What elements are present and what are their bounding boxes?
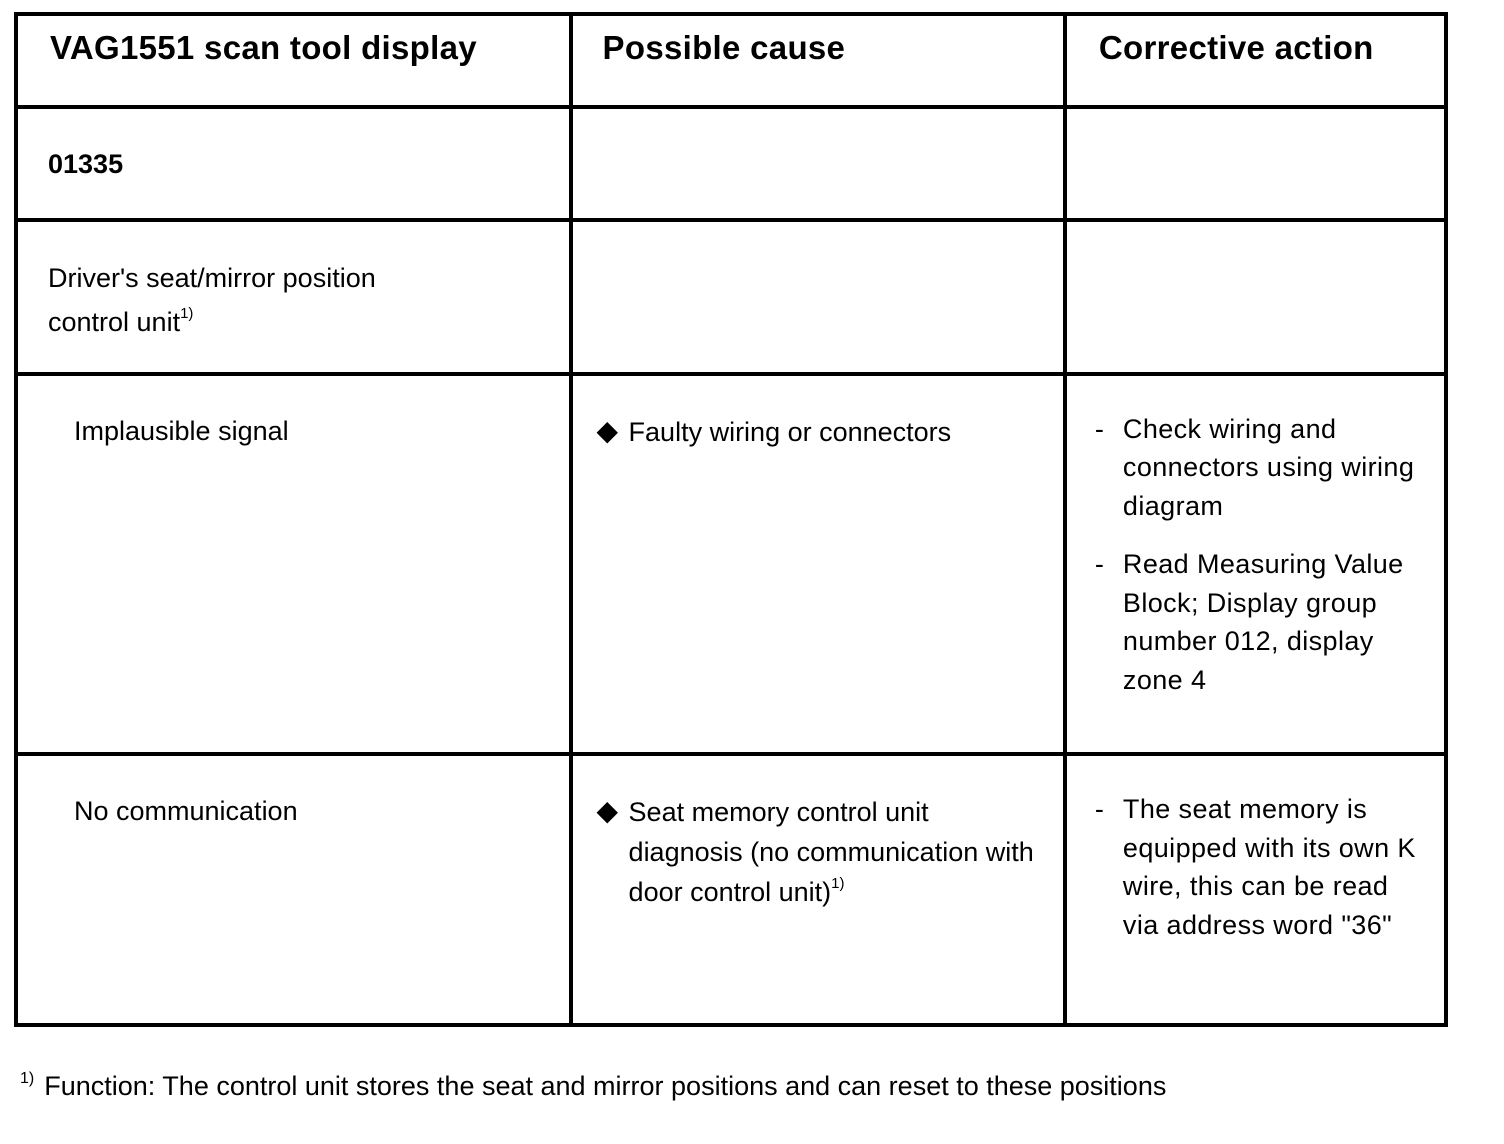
display-text: Implausible signal [74, 415, 289, 446]
header-scan-tool-display [16, 14, 571, 107]
header-possible-cause [571, 14, 1065, 107]
footnote-reference: 1) [831, 875, 845, 893]
action-list [1067, 376, 1444, 700]
dash-bullet: - [1094, 549, 1105, 580]
display-cell [16, 374, 571, 754]
header-corrective-action-label: Corrective action [1098, 29, 1374, 66]
component-row [16, 220, 1446, 374]
header-corrective-action [1065, 14, 1446, 107]
action-cell [1065, 374, 1446, 754]
component-label-line2: control unit [48, 307, 181, 338]
diamond-bullet-icon: ◆ [596, 414, 619, 446]
diagnosis-table [14, 12, 1448, 1027]
table-row [16, 374, 1446, 754]
empty-cell [1065, 107, 1446, 220]
header-scan-tool-display-label: VAG1551 scan tool display [50, 29, 477, 66]
dash-bullet: - [1094, 413, 1105, 444]
action-text: Read Measuring Value Block; Display group number 012, display zone 4 [1122, 549, 1404, 695]
empty-cell [571, 220, 1065, 374]
action-item [1095, 545, 1430, 699]
cause-cell [571, 374, 1065, 754]
action-text: The seat memory is equipped with its own K wire, this can be read via address word "36" [1122, 794, 1416, 940]
component-label [18, 222, 569, 344]
footnote-text: Function: The control unit stores the seat and mirror positions and can reset to these positions [44, 1071, 1167, 1101]
dash-bullet: - [1094, 794, 1105, 825]
cause-item [573, 376, 1063, 452]
component-cell [16, 220, 571, 374]
cause-item [573, 756, 1063, 912]
action-item [1095, 410, 1430, 526]
empty-cell [1065, 220, 1446, 374]
empty-cell [571, 107, 1065, 220]
cause-text: Seat memory control unit diagnosis (no communication with door control unit) [628, 797, 1034, 908]
action-cell [1065, 754, 1446, 1025]
diamond-bullet-icon: ◆ [596, 795, 619, 827]
action-text: Check wiring and connectors using wiring diagram [1122, 413, 1415, 521]
table-header-row [16, 14, 1446, 107]
action-item [1095, 790, 1430, 944]
footnote-reference: 1) [180, 305, 194, 323]
component-label-line1: Driver's seat/mirror position [48, 263, 376, 294]
footnote [20, 1066, 1166, 1106]
fault-code-cell [16, 107, 571, 220]
cause-text: Faulty wiring or connectors [628, 416, 952, 447]
table-row [16, 754, 1446, 1025]
display-cell [16, 754, 571, 1025]
cause-cell [571, 754, 1065, 1025]
action-list [1067, 756, 1444, 944]
display-text: No communication [74, 796, 298, 827]
footnote-mark: 1) [20, 1070, 35, 1087]
fault-code: 01335 [48, 149, 124, 179]
fault-code-row [16, 107, 1446, 220]
header-possible-cause-label: Possible cause [602, 29, 846, 66]
